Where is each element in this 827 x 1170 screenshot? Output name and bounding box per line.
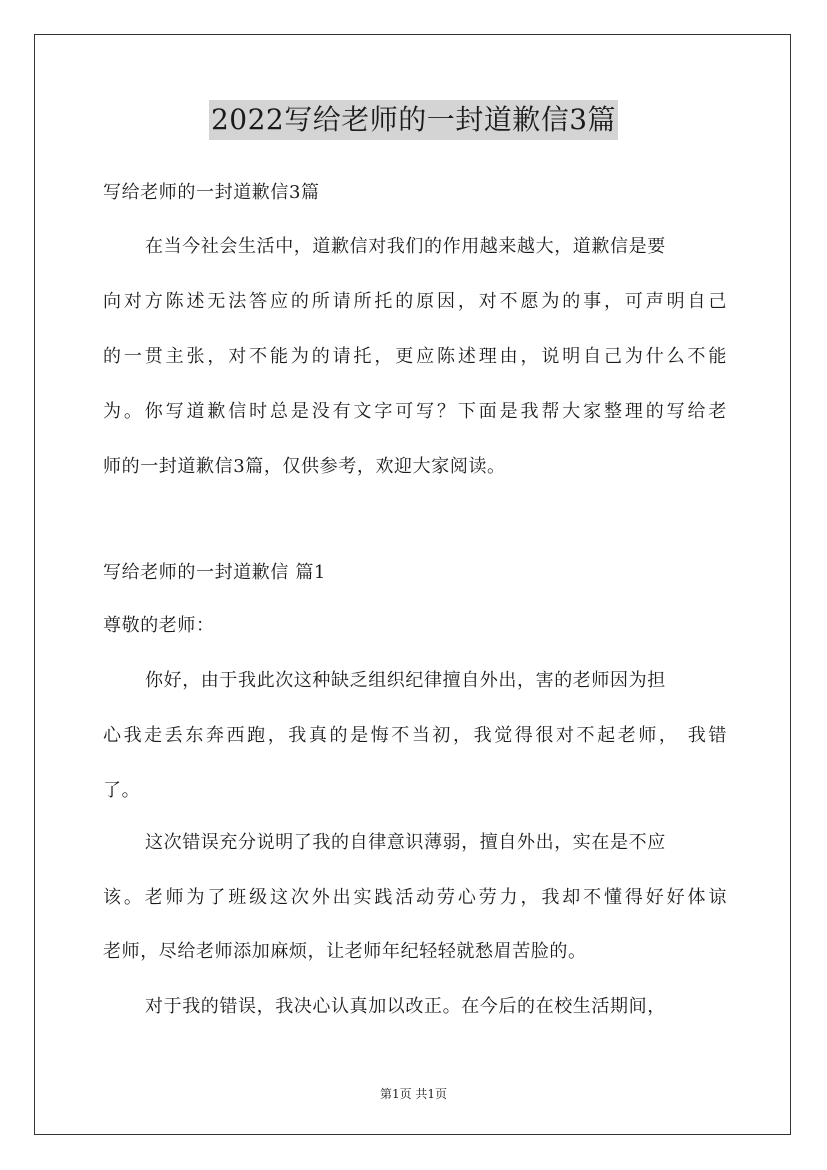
intro-line: 为。你写道歉信时总是没有文字可写？下面是我帮大家整理的写给老 <box>103 401 727 422</box>
paragraph-line: 对于我的错误，我决心认真加以改正。在今后的在校生活期间， <box>145 996 666 1017</box>
paragraph-line: 了。 <box>103 780 141 801</box>
paragraph-line: 老师，尽给老师添加麻烦，让老师年纪轻轻就愁眉苦脸的。 <box>103 941 587 962</box>
intro-line: 师的一封道歉信3篇，仅供参考，欢迎大家阅读。 <box>103 456 506 477</box>
paragraph-line: 你好，由于我此次这种缺乏组织纪律擅自外出，害的老师因为担 <box>145 670 666 691</box>
intro-line: 的一贯主张，对不能为的请托，更应陈述理由，说明自己为什么不能 <box>103 346 727 367</box>
paragraph-line: 该。老师为了班级这次外出实践活动劳心劳力，我却不懂得好好体谅 <box>103 887 727 908</box>
page-footer: 第1页 共1页 <box>379 1087 448 1101</box>
intro-line: 在当今社会生活中，道歉信对我们的作用越来越大，道歉信是要 <box>145 236 666 257</box>
subtitle: 写给老师的一封道歉信3篇 <box>103 182 320 203</box>
salutation: 尊敬的老师： <box>103 615 215 636</box>
section-heading: 写给老师的一封道歉信 篇1 <box>103 562 326 583</box>
title-container <box>0 100 827 140</box>
paragraph-line: 这次错误充分说明了我的自律意识薄弱，擅自外出，实在是不应 <box>145 832 666 853</box>
paragraph-line: 心我走丢东奔西跑，我真的是悔不当初，我觉得很对不起老师， 我错 <box>103 725 727 746</box>
intro-line: 向对方陈述无法答应的所请所托的原因，对不愿为的事，可声明自己 <box>103 291 727 312</box>
document-title: 2022写给老师的一封道歉信3篇 <box>209 100 618 140</box>
